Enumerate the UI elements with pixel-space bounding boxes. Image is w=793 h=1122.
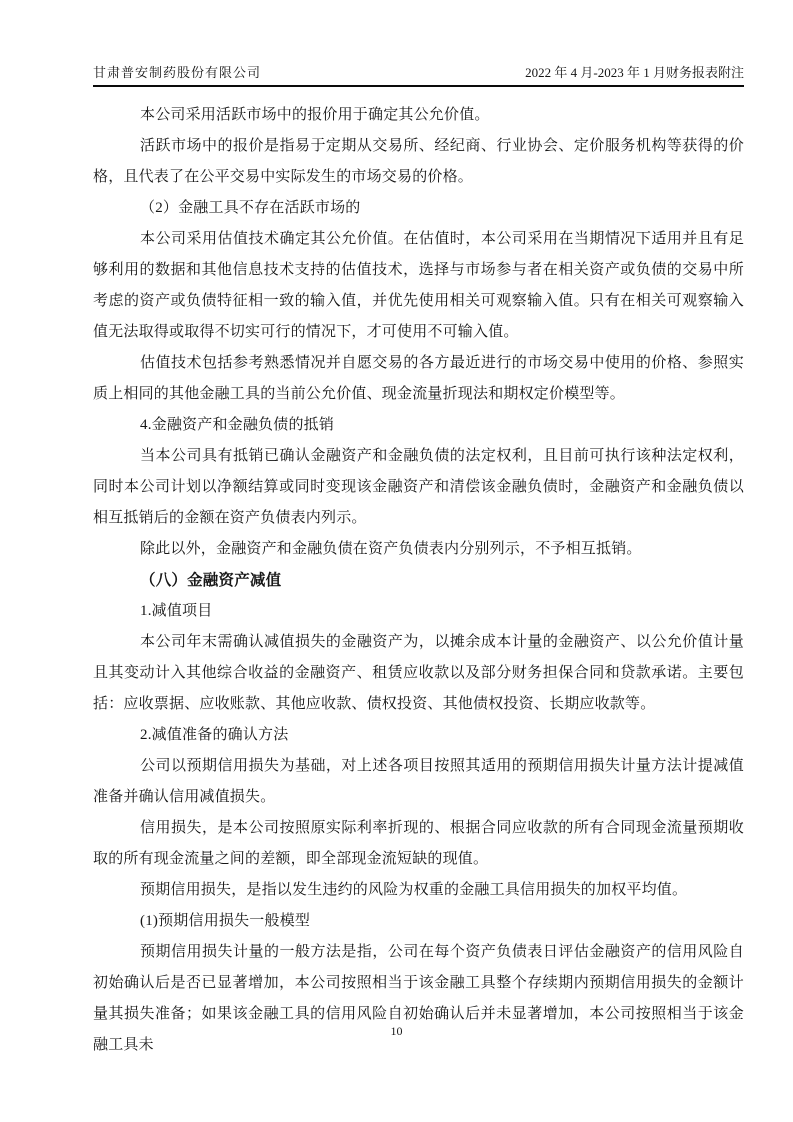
report-title: 2022 年 4 月-2023 年 1 月财务报表附注 (525, 65, 744, 80)
paragraph: 当本公司具有抵销已确认金融资产和金融负债的法定权利，且目前可执行该种法定权利，同时本公司计划以净额结算或同时变现该金融资产和清偿该金融负债时，金融资产和金融负债以相互抵销后的金额在资产负债表内列示。 (93, 448, 744, 526)
paragraph: 预期信用损失计量的一般方法是指，公司在每个资产负债表日评估金融资产的信用风险自初始确认后是否已显著增加，本公司按照相当于该金融工具整个存续期内预期信用损失的金额计量其损失准备；如果该金融工具的信用风险自初始确认后并未显著增加，本公司按照相当于该金融工具未 (93, 944, 744, 1053)
company-name: 甘肃普安制药股份有限公司 (93, 65, 262, 80)
page-header (93, 64, 744, 87)
paragraph: 公司以预期信用损失为基础，对上述各项目按照其适用的预期信用损失计量方法计提减值准备并确认信用减值损失。 (93, 758, 744, 805)
paragraph: 估值技术包括参考熟悉情况并自愿交易的各方最近进行的市场交易中使用的价格、参照实质上相同的其他金融工具的当前公允价值、现金流量折现法和期权定价模型等。 (93, 355, 744, 402)
paragraph: 2.减值准备的确认方法 (140, 727, 289, 743)
paragraph: 本公司年末需确认减值损失的金融资产为，以摊余成本计量的金融资产、以公允价值计量且其变动计入其他综合收益的金融资产、租赁应收款以及部分财务担保合同和贷款承诺。主要包括：应收票据、应收账款、其他应收款、债权投资、其他债权投资、长期应收款等。 (93, 634, 744, 712)
paragraph: （2）金融工具不存在活跃市场的 (140, 200, 361, 216)
paragraph: 信用损失，是本公司按照原实际利率折现的、根据合同应收款的所有合同现金流量预期收取的所有现金流量之间的差额，即全部现金流短缺的现值。 (93, 820, 744, 867)
paragraph: 1.减值项目 (140, 603, 213, 619)
paragraph: 本公司采用估值技术确定其公允价值。在估值时，本公司采用在当期情况下适用并且有足够利用的数据和其他信息技术支持的估值技术，选择与市场参与者在相关资产或负债的交易中所考虑的资产或负债特征相一致的输入值，并优先使用相关可观察输入值。只有在相关可观察输入值无法取得或取得不切实可行的情况下，才可使用不可输入值。 (93, 231, 744, 340)
paragraph: (1)预期信用损失一般模型 (140, 913, 311, 929)
paragraph: 活跃市场中的报价是指易于定期从交易所、经纪商、行业协会、定价服务机构等获得的价格，且代表了在公平交易中实际发生的市场交易的价格。 (93, 138, 744, 185)
paragraph: 预期信用损失，是指以发生违约的风险为权重的金融工具信用损失的加权平均值。 (140, 882, 688, 898)
document-body (93, 100, 744, 1061)
paragraph: 本公司采用活跃市场中的报价用于确定其公允价值。 (140, 107, 490, 123)
paragraph: 4.金融资产和金融负债的抵销 (140, 417, 335, 433)
section-heading-financial-asset-impairment: （八）金融资产减值 (140, 572, 282, 589)
page-number: 10 (390, 1024, 403, 1038)
paragraph: 除此以外，金融资产和金融负债在资产负债表内分别列示，不予相互抵销。 (140, 541, 642, 557)
